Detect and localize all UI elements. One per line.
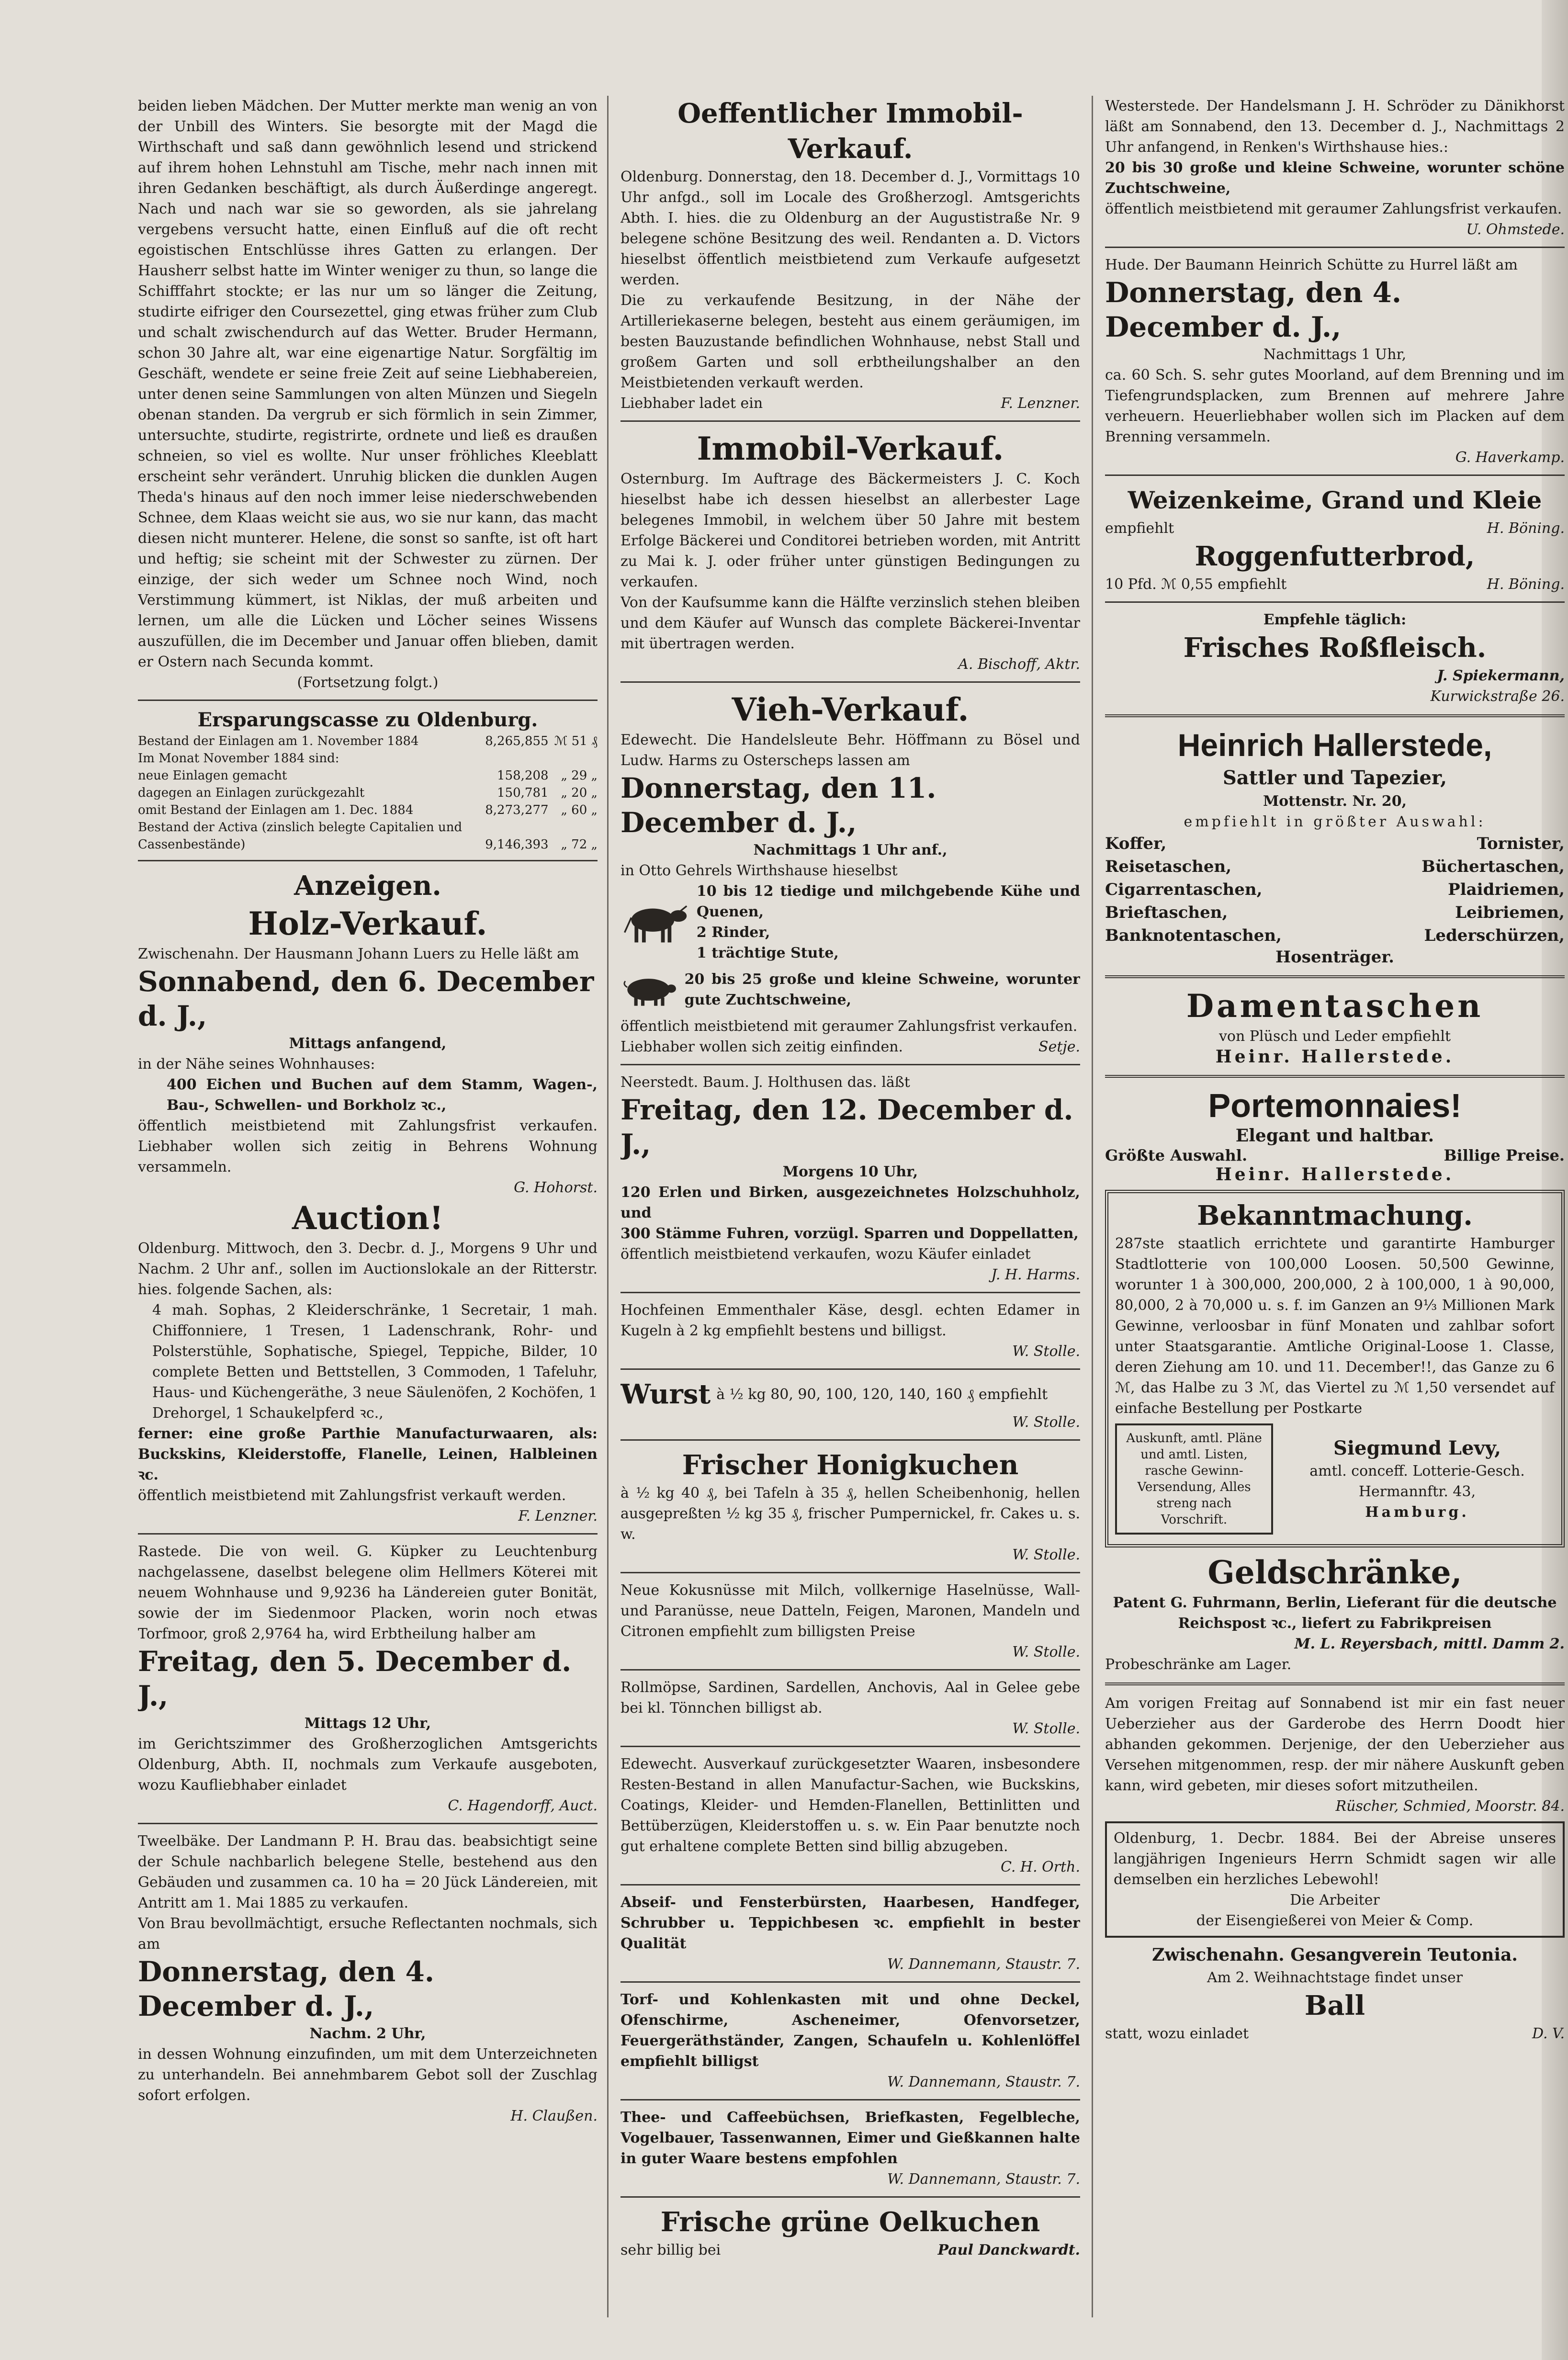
wester-item: 20 bis 30 große und kleine Schweine, worunter schöne Zuchtschweine,: [1105, 159, 1565, 197]
porte-text: Elegant und haltbar.: [1235, 1126, 1434, 1146]
sparkasse-value: [479, 750, 548, 767]
divider: [1105, 1682, 1565, 1685]
rollmops-sig: W. Stolle.: [1012, 1720, 1080, 1737]
divider: [620, 1884, 1080, 1886]
sparkasse-unit: „ 72 „: [561, 837, 598, 852]
vieh-footer: [620, 1037, 1080, 1057]
honig-text: à ½ kg 40 ₰, bei Tafeln à 35 ₰, hellen Scheibenhonig, hellen ausgepreßten ½ kg 35 ₰, frischer Pumpernickel, fr. Cakes u. s. w.: [620, 1485, 1080, 1543]
teut-foot: statt, wozu einladet: [1105, 2025, 1249, 2042]
haller-addr: Mottenstr. Nr. 20,: [1263, 793, 1407, 810]
wester-sig: U. Ohmstede.: [1466, 221, 1565, 238]
divider: [1105, 975, 1565, 978]
dann2-sig: W. Dannemann, Staustr. 7.: [887, 2074, 1080, 2090]
damen-title: Damentaschen: [1186, 987, 1484, 1025]
divider: [620, 1064, 1080, 1065]
vieh-cow-row: [620, 881, 1080, 963]
divider: [620, 2099, 1080, 2100]
neer-time: Morgens 10 Uhr,: [782, 1163, 918, 1180]
holz-date: Sonnabend, den 6. December d. J.,: [138, 965, 594, 1032]
holz-time: Mittags anfangend,: [289, 1035, 447, 1052]
haller-sub: Sattler und Tapezier,: [1222, 767, 1447, 789]
tweel-date: Donnerstag, den 4. December d. J.,: [138, 1955, 435, 2022]
divider: [1105, 601, 1565, 603]
haller-pre: empfiehlt in größter Auswahl:: [1184, 813, 1486, 830]
hude-item: ca. 60 Sch. S. sehr gutes Moorland, auf dem Brenning und im Tiefengrundsplacken, zum Brennen auf mehrere Jahre verheuern. Heuerliebhaber wollen sich im Placken auf dem Brenning versammeln.: [1105, 367, 1565, 445]
divider: [1105, 1075, 1565, 1078]
honig-title: Frischer Honigkuchen: [682, 1449, 1019, 1481]
ueber-sig: Rüscher, Schmied, Moorstr. 84.: [1335, 1798, 1565, 1815]
divider: [138, 860, 598, 861]
sparkasse-table: [138, 733, 598, 853]
bekannt-title: Bekanntmachung.: [1197, 1200, 1473, 1231]
holz-body: öffentlich meistbietend mit Zahlungsfrist verkaufen. Liebhaber wollen sich zeitig in Behrens Wohnung versammeln.: [138, 1118, 598, 1175]
auction-more: ferner: eine große Parthie Manufacturwaaren, als: Buckskins, Kleiderstoffe, Flanelle, Leinen, Halbleinen ꝛc.: [138, 1425, 598, 1483]
immo2-text: Osternburg. Im Auftrage des Bäckermeisters J. C. Koch hieselbst habe ich dessen hieselbst an allerbester Lage belegenes Immobil, in welchem über 50 Jahre mit bestem Erfolge Bäckerei und Conditorei betrieben worden, mit Antritt zu Mai k. J. oder früher unter günstigen Bedingungen zu verkaufen.: [620, 471, 1080, 590]
weizen-footer: [1105, 518, 1565, 539]
holz-place: in der Nähe seines Wohnhauses:: [138, 1056, 375, 1073]
eisen-sig2: der Eisengießerei von Meier & Comp.: [1196, 1912, 1474, 1929]
immo2-body: Von der Kaufsumme kann die Hälfte verzinslich stehen bleiben und dem Käufer auf Wunsch das complete Bäckerei-Inventar mit übertragen werden.: [620, 594, 1080, 652]
bekannt-bottom: [1115, 1419, 1555, 1539]
vieh-pig-row: [620, 963, 1080, 1016]
sparkasse-label: omit Bestand der Einlagen am 1. Dec. 1884: [138, 803, 414, 817]
vieh-sig: Setje.: [1038, 1039, 1080, 1055]
sparkasse-label: dagegen an Einlagen zurückgezahlt: [138, 786, 365, 800]
story-continued: (Fortsetzung folgt.): [297, 674, 439, 691]
divider: [138, 1823, 598, 1824]
roggen-text: 10 Pfd. ℳ 0,55 empfiehlt: [1105, 576, 1287, 593]
holz-intro: Zwischenahn. Der Hausmann Johann Luers zu Helle läßt am: [138, 946, 579, 962]
haller-list: [1105, 832, 1565, 947]
haller-item: Cigarrentaschen,: [1105, 880, 1263, 899]
hude-time: Nachmittags 1 Uhr,: [1263, 346, 1407, 363]
vieh-body: öffentlich meistbietend mit geraumer Zahlungsfrist verkaufen.: [620, 1018, 1078, 1035]
rastede-body: im Gerichtszimmer des Großherzoglichen Amtsgerichts Oldenburg, Abth. II, nochmals zum Verkaufe ausgeboten, wozu Kaufliebhaber einladet: [138, 1736, 598, 1794]
auction-intro: Oldenburg. Mittwoch, den 3. Decbr. d. J., Morgens 9 Uhr und Nachm. 2 Uhr anf., sollen im Auctionslokale an der Ritterstr. hies. folgende Sachen, als:: [138, 1240, 598, 1298]
dann1-text: Abseif- und Fensterbürsten, Haarbesen, Handfeger, Schrubber u. Teppichbesen ꝛc. empfiehlt in bester Qualität: [620, 1894, 1080, 1952]
immo1-sig: F. Lenzner.: [1001, 395, 1080, 412]
sparkasse-row: [138, 750, 598, 767]
oelkuchen-sig: Paul Danckwardt.: [937, 2242, 1080, 2258]
column-1: [138, 96, 598, 2317]
sparkasse-row: [138, 784, 598, 802]
vieh-item3: 1 trächtige Stute,: [696, 945, 839, 961]
wurst-title: Wurst: [620, 1378, 711, 1410]
vieh-date: Donnerstag, den 11. December d. J.,: [620, 772, 936, 839]
bekannt-firm-block: [1280, 1436, 1555, 1523]
vieh-item2: 2 Rinder,: [696, 924, 770, 941]
ueber-text: Am vorigen Freitag auf Sonnabend ist mir ein fast neuer Ueberzieher aus der Garderobe des Herrn Doodt hier abhanden gekommen. Derjenige, der den Ueberzieher aus Versehen mitgenommen, resp. der mir nähere Auskunft geben kann, wird gebeten, mir dieses sofort mitzutheilen.: [1105, 1695, 1565, 1794]
divider: [1105, 474, 1565, 476]
divider: [620, 681, 1080, 683]
weizen-title: Weizenkeime, Grand und Kleie: [1128, 486, 1542, 514]
immo1-intro: Oldenburg. Donnerstag, den 18. December d. J., Vormittags 10 Uhr anfgd., soll im Locale des Großherzogl. Amtsgerichts Abth. I. hies. die zu Oldenburg an der Augustistraße Nr. 9 belegene schöne Besitzung des weil. Rendanten a. D. Victors hieselbst öffentlich meistbietend zum Verkaufe aufgesetzt werden.: [620, 169, 1080, 288]
column-3: [1105, 96, 1565, 2317]
column-rule: [607, 96, 609, 2317]
vieh-foot: Liebhaber wollen sich zeitig einfinden.: [620, 1039, 903, 1055]
dann1-sig: W. Dannemann, Staustr. 7.: [887, 1956, 1080, 1973]
haller-last: Hosenträger.: [1275, 948, 1394, 967]
porte-sig: Heinr. Hallerstede.: [1215, 1164, 1455, 1185]
geld-text: Patent G. Fuhrmann, Berlin, Lieferant für die deutsche Reichspost ꝛc., liefert zu Fabrikpreisen: [1113, 1594, 1557, 1632]
ross-sig: J. Spiekermann,: [1437, 667, 1565, 684]
holz-sig: G. Hohorst.: [514, 1179, 598, 1196]
divider: [138, 1533, 598, 1535]
sparkasse-row: [138, 733, 598, 750]
bekannt-city: Hamburg.: [1365, 1503, 1469, 1521]
haller-item: Koffer,: [1105, 834, 1167, 853]
bekannt-name: Siegmund Levy,: [1333, 1436, 1501, 1459]
wurst-sig: W. Stolle.: [1012, 1414, 1080, 1431]
kokos-text: Neue Kokusnüsse mit Milch, vollkernige Haselnüsse, Wall- und Paranüsse, neue Datteln, Feigen, Maronen, Mandeln und Citronen empfiehlt zum billigsten Preise: [620, 1582, 1080, 1640]
sparkasse-unit: ℳ 51 ₰: [554, 734, 598, 748]
sparkasse-row: [138, 802, 598, 819]
rastede-time: Mittags 12 Uhr,: [304, 1715, 431, 1732]
damen-sig: Heinr. Hallerstede.: [1215, 1047, 1455, 1067]
tweel-text: Tweelbäke. Der Landmann P. H. Brau das. beabsichtigt seine der Schule nachbarlich belegene Stelle, bestehend aus den Gebäuden und zusammen ca. 10 ha = 20 Jück Ländereien, mit Antritt am 1. Mai 1885 zu verkaufen.: [138, 1833, 598, 1911]
haller-title: Heinrich Hallerstede,: [1177, 727, 1492, 763]
orth-text: Edewecht. Ausverkauf zurückgesetzter Waaren, insbesondere Resten-Bestand in allen Manufactur-Sachen, wie Buckskins, Coatings, Kleider- und Hemden-Flanellen, Bettinlitten und Bettüberzügen, Kleiderstoffen u. s. w. Ein Paar benutzte noch gut erhaltene complete Betten sind billig abzugeben.: [620, 1756, 1080, 1855]
haller-item: Tornister,: [1477, 834, 1565, 853]
eisen-sig1: Die Arbeiter: [1290, 1892, 1380, 1908]
divider: [620, 1368, 1080, 1370]
tweel-text2: Von Brau bevollmächtigt, ersuche Reflectanten nochmals, sich am: [138, 1915, 598, 1953]
divider: [620, 1572, 1080, 1573]
sparkasse-value: 8,273,277: [485, 803, 549, 817]
rastede-sig: C. Hagendorff, Auct.: [448, 1797, 598, 1814]
rastede-date: Freitag, den 5. December d. J.,: [138, 1645, 572, 1712]
cow-icon: [620, 896, 691, 949]
porte-l: Größte Auswahl.: [1105, 1146, 1248, 1164]
teut-text: Am 2. Weihnachtstage findet unser: [1207, 1969, 1463, 1986]
dann3-text: Thee- und Caffeebüchsen, Briefkasten, Fegelbleche, Vogelbauer, Tassenwannen, Eimer und Gießkannen halte in guter Waare bestens empfohlen: [620, 2109, 1080, 2167]
sparkasse-unit: „ 29 „: [561, 768, 598, 783]
column-2: [620, 96, 1080, 2317]
ross-addr: Kurwickstraße 26.: [1430, 688, 1565, 705]
oelkuchen-footer: [620, 2240, 1080, 2260]
teut-title: Zwischenahn. Gesangverein Teutonia.: [1152, 1945, 1518, 1965]
weizen-text: empfiehlt: [1105, 520, 1174, 537]
vieh-title: Vieh-Verkauf.: [732, 691, 969, 728]
sparkasse-value: 8,265,855: [485, 734, 549, 748]
holz-title: Holz-Verkauf.: [248, 905, 487, 942]
honig-sig: W. Stolle.: [1012, 1547, 1080, 1563]
auction-items: 4 mah. Sophas, 2 Kleiderschränke, 1 Secretair, 1 mah. Chiffonniere, 1 Tresen, 1 Ladenschrank, Rohr- und Polsterstühle, Sophatische, Spiegel, Teppiche, Bilder, 10 complete Betten und Bettstellen, 3 Commoden, 1 Tafeluhr, Haus- und Küchengeräthe, 3 neue Säulenöfen, 2 Kochöfen, 1 Drehorgel, 1 Schaukelpferd ꝛc.,: [152, 1302, 598, 1422]
divider: [620, 1439, 1080, 1441]
sparkasse-title: Ersparungscasse zu Oldenburg.: [197, 709, 538, 731]
sparkasse-unit: „ 20 „: [561, 786, 598, 800]
immo1-title: Oeffentlicher Immobil-Verkauf.: [677, 98, 1023, 165]
sparkasse-label: Im Monat November 1884 sind:: [138, 751, 339, 766]
roggen-sig: H. Böning.: [1487, 576, 1565, 593]
neer-body: öffentlich meistbietend verkaufen, wozu Käufer einladet: [620, 1246, 1031, 1263]
eisen-box: [1105, 1821, 1565, 1938]
porte-r: Billige Preise.: [1444, 1146, 1565, 1164]
teut-ball: Ball: [1304, 1990, 1365, 2021]
immo2-sig: A. Bischoff, Aktr.: [958, 656, 1080, 673]
dann3-sig: W. Dannemann, Staustr. 7.: [887, 2171, 1080, 2188]
vieh-place: in Otto Gehrels Wirthshause hieselbst: [620, 862, 898, 879]
porte-row: [1105, 1146, 1565, 1164]
haller-left: [1105, 832, 1282, 947]
sparkasse-value: 150,781: [497, 786, 549, 800]
bekannt-boxl: Auskunft, amtl. Pläne und amtl. Listen, rasche Gewinn-Versendung, Alles streng nach Vorschrift.: [1115, 1423, 1273, 1535]
neer-date: Freitag, den 12. December d. J.,: [620, 1094, 1073, 1161]
wester-text: Westerstede. Der Handelsmann J. H. Schröder zu Dänikhorst läßt am Sonnabend, den 13. December d. J., Nachmittags 2 Uhr anfangend, in Renken's Wirthshause hies.:: [1105, 98, 1565, 156]
wester-body: öffentlich meistbietend mit geraumer Zahlungsfrist verkaufen.: [1105, 201, 1562, 217]
geld-foot: Probeschränke am Lager.: [1105, 1656, 1292, 1673]
neer-item1: 120 Erlen und Birken, ausgezeichnetes Holzschuhholz, und: [620, 1184, 1080, 1221]
haller-item: Brieftaschen,: [1105, 903, 1228, 922]
divider: [620, 1746, 1080, 1747]
rollmops-text: Rollmöpse, Sardinen, Sardellen, Anchovis, Aal in Gelee gebe bei kl. Tönnchen billigst ab.: [620, 1679, 1080, 1716]
oelkuchen-text: sehr billig bei: [620, 2242, 721, 2258]
haller-item: Plaidriemen,: [1448, 880, 1565, 899]
sparkasse-unit: „ 60 „: [561, 803, 598, 817]
bekannt-addr: Hermannftr. 43,: [1358, 1483, 1476, 1500]
ross-pre: Empfehle täglich:: [1263, 611, 1407, 628]
ross-title: Frisches Roßfleisch.: [1183, 632, 1487, 664]
haller-item: Reisetaschen,: [1105, 857, 1232, 876]
auction-title: Auction!: [292, 1199, 443, 1237]
divider: [620, 1669, 1080, 1671]
kaese-sig: W. Stolle.: [1012, 1343, 1080, 1360]
divider: [1105, 714, 1565, 717]
immo1-footer: [620, 393, 1080, 414]
dann2-text: Torf- und Kohlenkasten mit und ohne Deckel, Ofenschirme, Ascheneimer, Ofenvorsetzer, Feuergeräthständer, Zangen, Schaufeln u. Kohlenlöffel empfiehlt billigst: [620, 1991, 1080, 2070]
sparkasse-label: Bestand der Einlagen am 1. November 1884: [138, 734, 419, 748]
divider: [138, 700, 598, 701]
porte-title: Portemonnaies!: [1208, 1087, 1462, 1124]
hude-date: Donnerstag, den 4. December d. J.,: [1105, 276, 1402, 343]
vieh-item4: 20 bis 25 große und kleine Schweine, worunter gute Zuchtschweine,: [684, 971, 1080, 1008]
auction-body: öffentlich meistbietend mit Zahlungsfrist verkauft werden.: [138, 1487, 566, 1504]
holz-item: 400 Eichen und Buchen auf dem Stamm, Wagen-, Bau-, Schwellen- und Borkholz ꝛc.,: [167, 1076, 598, 1114]
divider: [620, 420, 1080, 422]
teut-sig: D. V.: [1532, 2025, 1565, 2042]
divider: [620, 1292, 1080, 1293]
haller-item: Büchertaschen,: [1421, 857, 1565, 876]
haller-right: [1421, 832, 1565, 947]
sparkasse-row: [138, 819, 598, 853]
divider: [620, 1981, 1080, 1983]
sparkasse-label: Bestand der Activa (zinslich belegte Capitalien und Cassenbestände): [138, 820, 463, 852]
kokos-sig: W. Stolle.: [1012, 1644, 1080, 1660]
immo1-foot: Liebhaber ladet ein: [620, 395, 763, 412]
neer-sig: J. H. Harms.: [991, 1266, 1080, 1283]
weizen-sig: H. Böning.: [1487, 520, 1565, 537]
sparkasse-row: [138, 767, 598, 784]
hude-sig: G. Haverkamp.: [1455, 449, 1565, 466]
tweel-time: Nachm. 2 Uhr,: [309, 2025, 426, 2042]
divider: [620, 2196, 1080, 2198]
tweel-sig: H. Claußen.: [510, 2108, 598, 2124]
oelkuchen-title: Frische grüne Oelkuchen: [660, 2206, 1040, 2238]
wurst-text: à ½ kg 80, 90, 100, 120, 140, 160 ₰ empfiehlt: [716, 1386, 1048, 1403]
geld-title: Geldschränke,: [1207, 1554, 1462, 1591]
haller-item: Lederschürzen,: [1424, 926, 1565, 945]
haller-item: Leibriemen,: [1455, 903, 1565, 922]
story-text: beiden lieben Mädchen. Der Mutter merkte man wenig an von der Unbill des Winters. Sie besorgte mit der Magd die Wirthschaft und saß dann gewöhnlich lesend und strickend auf ihrem hohen Lehnstuhl am Tische, mehr nach innen mit ihren Gedanken beschäftigt, als durch Äußerdinge angeregt. Nach und nach war sie so geworden, als sie jahrelang vergebens versucht hatte, einen Einfluß auf die oft recht egoistischen Entschlüsse ihres Gatten zu erlangen. Der Hausherr selbst hatte im Winter weniger zu thun, so lange die Schifffahrt stockte; er las nur um so länger die Zeitung, studirte eifriger den Coursezettel, ging etwas früher zum Club und schalt zwischendurch auf das Wetter. Bruder Hermann, schon 30 Jahre alt, war eine eigenartige Natur. Sorgfältig im Geschäft, wendete er seine freie Zeit auf seine Liebhabereien, unter denen seine Sammlungen von alten Münzen und Siegeln obenan standen. Da vergrub er sich förmlich in sein Zimmer, untersuchte, studirte, registrirte, ordnete und ließ es draußen schneien, so viel es wollte. Nur unser fröhliches Kleeblatt erscheint sehr verändert. Unruhig blicken die dunklen Augen Theda's hinaus auf den noch immer leise niederschwebenden Schnee, dem Klaas weicht sie aus, wo sie nur kann, das macht diesen nicht munterer. Helene, die sonst so sanfte, ist oft hart und heftig; sie scheint mit der Schwester zu zürnen. Der einzige, der sich weder um Schnee noch Wind, noch Verstimmung kümmert, ist Niklas, der muß arbeiten und lernen, um alle die Lücken und Löcher seines Wissens auszufüllen, die im December und Januar offen blieben, damit er Ostern nach Secunda kommt.: [138, 98, 598, 670]
vieh-intro: Edewecht. Die Handelsleute Behr. Höffmann zu Bösel und Ludw. Harms zu Osterscheps lassen am: [620, 732, 1080, 769]
haller-item: Banknotentaschen,: [1105, 926, 1282, 945]
wurst-row: [620, 1377, 1080, 1412]
pig-icon: [620, 963, 679, 1016]
geld-sig: M. L. Reyersbach, mittl. Damm 2.: [1294, 1636, 1565, 1652]
tweel-body: in dessen Wohnung einzufinden, um mit dem Unterzeichneten zu unterhandeln. Bei annehmbarem Gebot soll der Zuschlag sofort erfolgen.: [138, 2046, 598, 2104]
hude-intro: Hude. Der Baumann Heinrich Schütte zu Hurrel läßt am: [1105, 257, 1518, 273]
immo2-title: Immobil-Verkauf.: [697, 430, 1004, 467]
damen-text: von Plüsch und Leder empfiehlt: [1218, 1028, 1451, 1045]
divider: [1105, 247, 1565, 248]
eisen-text: Oldenburg, 1. Decbr. 1884. Bei der Abreise unseres langjährigen Ingenieurs Herrn Schmidt sagen wir alle demselben ein herzliches Lebewohl!: [1114, 1830, 1556, 1888]
sparkasse-unit: [549, 750, 598, 767]
roggen-footer: [1105, 574, 1565, 595]
bekannt-box: [1105, 1190, 1565, 1547]
auction-sig: F. Lenzner.: [518, 1508, 598, 1524]
bekannt-firm: amtl. conceff. Lotterie-Gesch.: [1309, 1462, 1525, 1479]
vieh-time: Nachmittags 1 Uhr anf.,: [753, 842, 948, 858]
roggen-title: Roggenfutterbrod,: [1195, 541, 1475, 572]
teut-footer: [1105, 2023, 1565, 2044]
sparkasse-value: 9,146,393: [485, 837, 549, 852]
sparkasse-label: neue Einlagen gemacht: [138, 768, 287, 783]
neer-item2: 300 Stämme Fuhren, vorzügl. Sparren und Doppellatten,: [620, 1225, 1079, 1242]
anzeigen-heading: Anzeigen.: [294, 870, 441, 902]
sparkasse-value: 158,208: [497, 768, 549, 783]
kaese-text: Hochfeinen Emmenthaler Käse, desgl. echten Edamer in Kugeln à 2 kg empfiehlt bestens und billigst.: [620, 1302, 1080, 1339]
bekannt-text: 287ste staatlich errichtete und garantirte Hamburger Stadtlotterie von 100,000 Loosen. 50,500 Gewinne, worunter 1 à 300,000, 200,000, 2 à 100,000, 1 à 90,000, 80,000, 2 à 70,000 u. s. f. im Ganzen an 9⅓ Millionen Mark Gewinne, verloosbar in fünf Monaten und zahlbar sofort unter Staatsgarantie. Amtliche Original-Loose 1. Classe, deren Ziehung am 10. und 11. December!!, das Ganze zu 6 ℳ, das Halbe zu 3 ℳ, das Viertel zu ℳ 1,50 versendet auf einfache Bestellung per Postkarte: [1115, 1235, 1555, 1417]
immo1-body: Die zu verkaufende Besitzung, in der Nähe der Artilleriekaserne belegen, besteht aus einem geräumigen, im besten Bauzustande befindlichen Wohnhause, nebst Stall und großem Garten und soll erbtheilungshalber an den Meistbietenden verkauft werden.: [620, 292, 1080, 391]
rastede-text: Rastede. Die von weil. G. Küpker zu Leuchtenburg nachgelassene, daselbst belegene olim Hellmers Köterei mit neuem Wohnhause und 9,9236 ha Ländereien guter Bonität, sowie der im Siedenmoor Placken, worin noch etwas Torfmoor, groß 2,9764 ha, wird Erbtheilung halber am: [138, 1543, 598, 1642]
column-rule: [1092, 96, 1093, 2317]
neer-intro: Neerstedt. Baum. J. Holthusen das. läßt: [620, 1074, 910, 1091]
orth-sig: C. H. Orth.: [1000, 1859, 1080, 1875]
vieh-item1: 10 bis 12 tiedige und milchgebende Kühe und Quenen,: [696, 883, 1080, 920]
